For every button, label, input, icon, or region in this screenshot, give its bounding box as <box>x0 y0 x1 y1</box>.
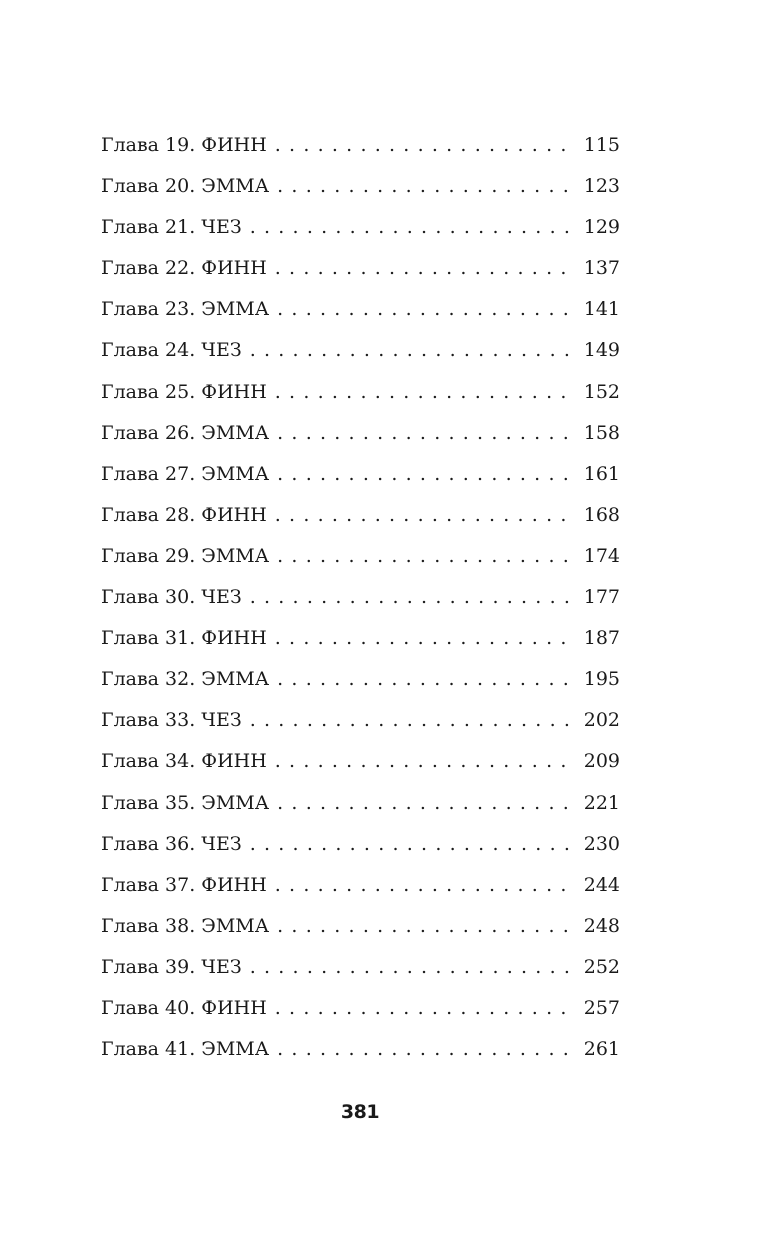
chapter-title: Глава 24. ЧЕЗ <box>101 339 242 362</box>
toc-entry[interactable] <box>101 542 620 583</box>
toc-entry[interactable] <box>101 336 620 377</box>
chapter-title: Глава 30. ЧЕЗ <box>101 586 242 609</box>
dot-leader <box>277 542 576 570</box>
toc-entry[interactable] <box>101 583 620 624</box>
toc-entry[interactable] <box>101 1035 620 1076</box>
toc-entry[interactable] <box>101 665 620 706</box>
dot-leader <box>275 994 576 1022</box>
chapter-title: Глава 32. ЭММА <box>101 668 270 691</box>
page-number: 257 <box>583 996 620 1019</box>
chapter-title: Глава 35. ЭММА <box>101 791 270 814</box>
page-number: 230 <box>583 832 620 855</box>
page-number: 115 <box>583 134 620 156</box>
toc-entry[interactable] <box>101 912 620 953</box>
page-number: 261 <box>583 1038 620 1061</box>
chapter-title: Глава 40. ФИНН <box>101 996 267 1019</box>
page-number: 137 <box>583 257 620 280</box>
chapter-title: Глава 34. ФИНН <box>101 750 267 773</box>
page-number: 209 <box>583 750 620 773</box>
toc-entry[interactable] <box>101 747 620 788</box>
chapter-title: Глава 22. ФИНН <box>101 257 267 280</box>
toc-entry[interactable] <box>101 295 620 336</box>
toc-entry[interactable] <box>101 624 620 665</box>
page-number: 174 <box>583 544 620 567</box>
toc-entry[interactable] <box>101 172 620 213</box>
page-folio-number: 381 <box>340 1101 380 1123</box>
page-number: 123 <box>583 175 620 198</box>
dot-leader <box>277 912 576 940</box>
dot-leader <box>250 706 576 734</box>
page-number: 161 <box>583 462 620 485</box>
dot-leader <box>277 665 576 693</box>
dot-leader <box>275 131 576 159</box>
dot-leader <box>275 871 576 899</box>
chapter-title: Глава 26. ЭММА <box>101 421 270 444</box>
dot-leader <box>275 624 576 652</box>
page-number: 248 <box>583 914 620 937</box>
dot-leader <box>275 747 576 775</box>
chapter-title: Глава 20. ЭММА <box>101 175 270 198</box>
page-number: 158 <box>583 421 620 444</box>
toc-entry[interactable] <box>101 131 620 172</box>
page-number: 252 <box>583 955 620 978</box>
page-number: 187 <box>583 627 620 650</box>
page-number: 244 <box>583 873 620 896</box>
chapter-title: Глава 33. ЧЕЗ <box>101 709 242 732</box>
page-number: 141 <box>583 298 620 321</box>
dot-leader <box>250 213 576 241</box>
table-of-contents <box>101 131 620 1076</box>
dot-leader <box>275 501 576 529</box>
dot-leader <box>277 460 576 488</box>
chapter-title: Глава 21. ЧЕЗ <box>101 216 242 239</box>
dot-leader <box>277 419 576 447</box>
chapter-title: Глава 37. ФИНН <box>101 873 267 896</box>
dot-leader <box>277 172 576 200</box>
chapter-title: Глава 39. ЧЕЗ <box>101 955 242 978</box>
toc-entry[interactable] <box>101 871 620 912</box>
page-number: 177 <box>583 586 620 609</box>
chapter-title: Глава 19. ФИНН <box>101 134 267 156</box>
chapter-title: Глава 31. ФИНН <box>101 627 267 650</box>
chapter-title: Глава 29. ЭММА <box>101 544 270 567</box>
chapter-title: Глава 28. ФИНН <box>101 503 267 526</box>
toc-entry[interactable] <box>101 706 620 747</box>
dot-leader <box>275 254 576 282</box>
page-number: 129 <box>583 216 620 239</box>
toc-entry[interactable] <box>101 501 620 542</box>
dot-leader <box>250 830 576 858</box>
dot-leader <box>275 378 576 406</box>
toc-entry[interactable] <box>101 789 620 830</box>
chapter-title: Глава 41. ЭММА <box>101 1038 270 1061</box>
dot-leader <box>277 1035 576 1063</box>
toc-entry[interactable] <box>101 994 620 1035</box>
toc-entry[interactable] <box>101 254 620 295</box>
page-number: 152 <box>583 380 620 403</box>
page-number: 221 <box>583 791 620 814</box>
toc-entry[interactable] <box>101 378 620 419</box>
dot-leader <box>250 953 576 981</box>
page-number: 149 <box>583 339 620 362</box>
dot-leader <box>277 295 576 323</box>
page-number: 195 <box>583 668 620 691</box>
chapter-title: Глава 25. ФИНН <box>101 380 267 403</box>
chapter-title: Глава 38. ЭММА <box>101 914 270 937</box>
dot-leader <box>250 336 576 364</box>
toc-entry[interactable] <box>101 460 620 501</box>
chapter-title: Глава 36. ЧЕЗ <box>101 832 242 855</box>
dot-leader <box>277 789 576 817</box>
toc-entry[interactable] <box>101 953 620 994</box>
page-number: 168 <box>583 503 620 526</box>
dot-leader <box>250 583 576 611</box>
chapter-title: Глава 23. ЭММА <box>101 298 270 321</box>
toc-entry[interactable] <box>101 213 620 254</box>
chapter-title: Глава 27. ЭММА <box>101 462 270 485</box>
toc-entry[interactable] <box>101 419 620 460</box>
page-number: 202 <box>583 709 620 732</box>
toc-entry[interactable] <box>101 830 620 871</box>
